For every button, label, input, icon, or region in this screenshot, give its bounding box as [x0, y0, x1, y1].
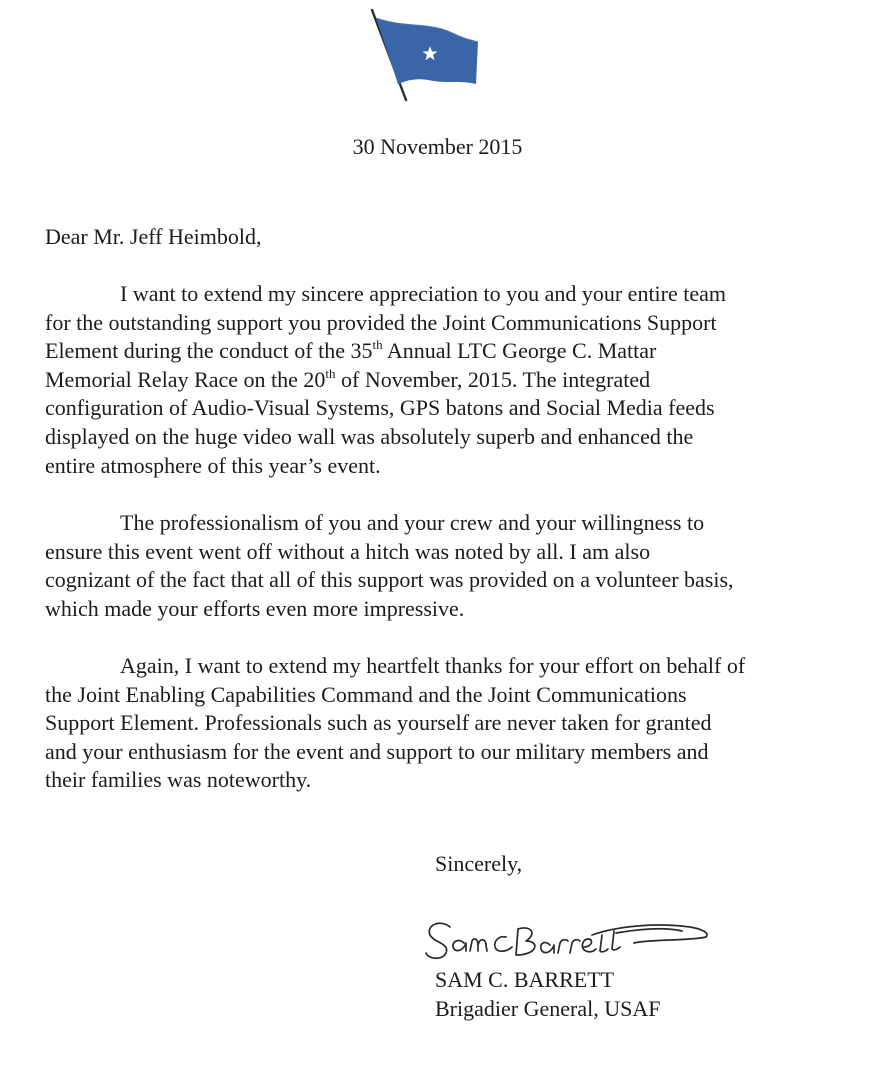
salutation: Dear Mr. Jeff Heimbold, — [45, 224, 262, 249]
paragraph-line: which made your efforts even more impressive. — [45, 595, 465, 621]
paragraph-line: The professionalism of you and your crew and your willingness to — [120, 510, 705, 535]
body-paragraph-2 — [45, 509, 835, 623]
paragraph-line: their families was noteworthy. — [45, 767, 312, 793]
paragraph-line: configuration of Audio-Visual Systems, GPS batons and Social Media feeds — [45, 395, 715, 421]
signer-title: Brigadier General, USAF — [435, 996, 661, 1021]
paragraph-text: Memorial Relay Race on the 20 — [45, 366, 326, 392]
ordinal-suffix: th — [325, 365, 336, 381]
paragraph-line: displayed on the huge video wall was absolutely superb and enhanced the — [45, 423, 694, 449]
letter-date: 30 November 2015 — [352, 134, 523, 159]
paragraph-line: for the outstanding support you provided the Joint Communications Support — [45, 309, 717, 335]
paragraph-text: of November, 2015. The integrated — [335, 366, 651, 392]
paragraph-line: ensure this event went off without a hitch was noted by all. I am also — [45, 538, 651, 564]
general-officer-star-flag-icon — [366, 6, 484, 106]
paragraph-line: entire atmosphere of this year’s event. — [45, 452, 381, 478]
paragraph-line: the Joint Enabling Capabilities Command and the Joint Communications — [45, 681, 687, 707]
paragraph-line — [45, 337, 835, 366]
ordinal-suffix: th — [372, 337, 383, 353]
closing: Sincerely, — [435, 851, 523, 876]
paragraph-line: and your enthusiasm for the event and support to our military members and — [45, 738, 709, 764]
paragraph-text: Element during the conduct of the 35 — [45, 338, 373, 364]
body-paragraph-3 — [45, 652, 835, 795]
paragraph-line: Again, I want to extend my heartfelt thanks for your effort on behalf of — [120, 653, 746, 678]
signer-name: SAM C. BARRETT — [435, 967, 615, 992]
paragraph-text: Annual LTC George C. Mattar — [382, 338, 657, 364]
handwritten-signature — [420, 905, 715, 975]
paragraph-line: Support Element. Professionals such as yourself are never taken for granted — [45, 710, 712, 736]
body-paragraph-1 — [45, 280, 835, 480]
paragraph-line: cognizant of the fact that all of this support was provided on a volunteer basis, — [45, 567, 734, 593]
paragraph-line: I want to extend my sincere appreciation to you and your entire team — [120, 281, 727, 306]
paragraph-line — [45, 366, 835, 395]
